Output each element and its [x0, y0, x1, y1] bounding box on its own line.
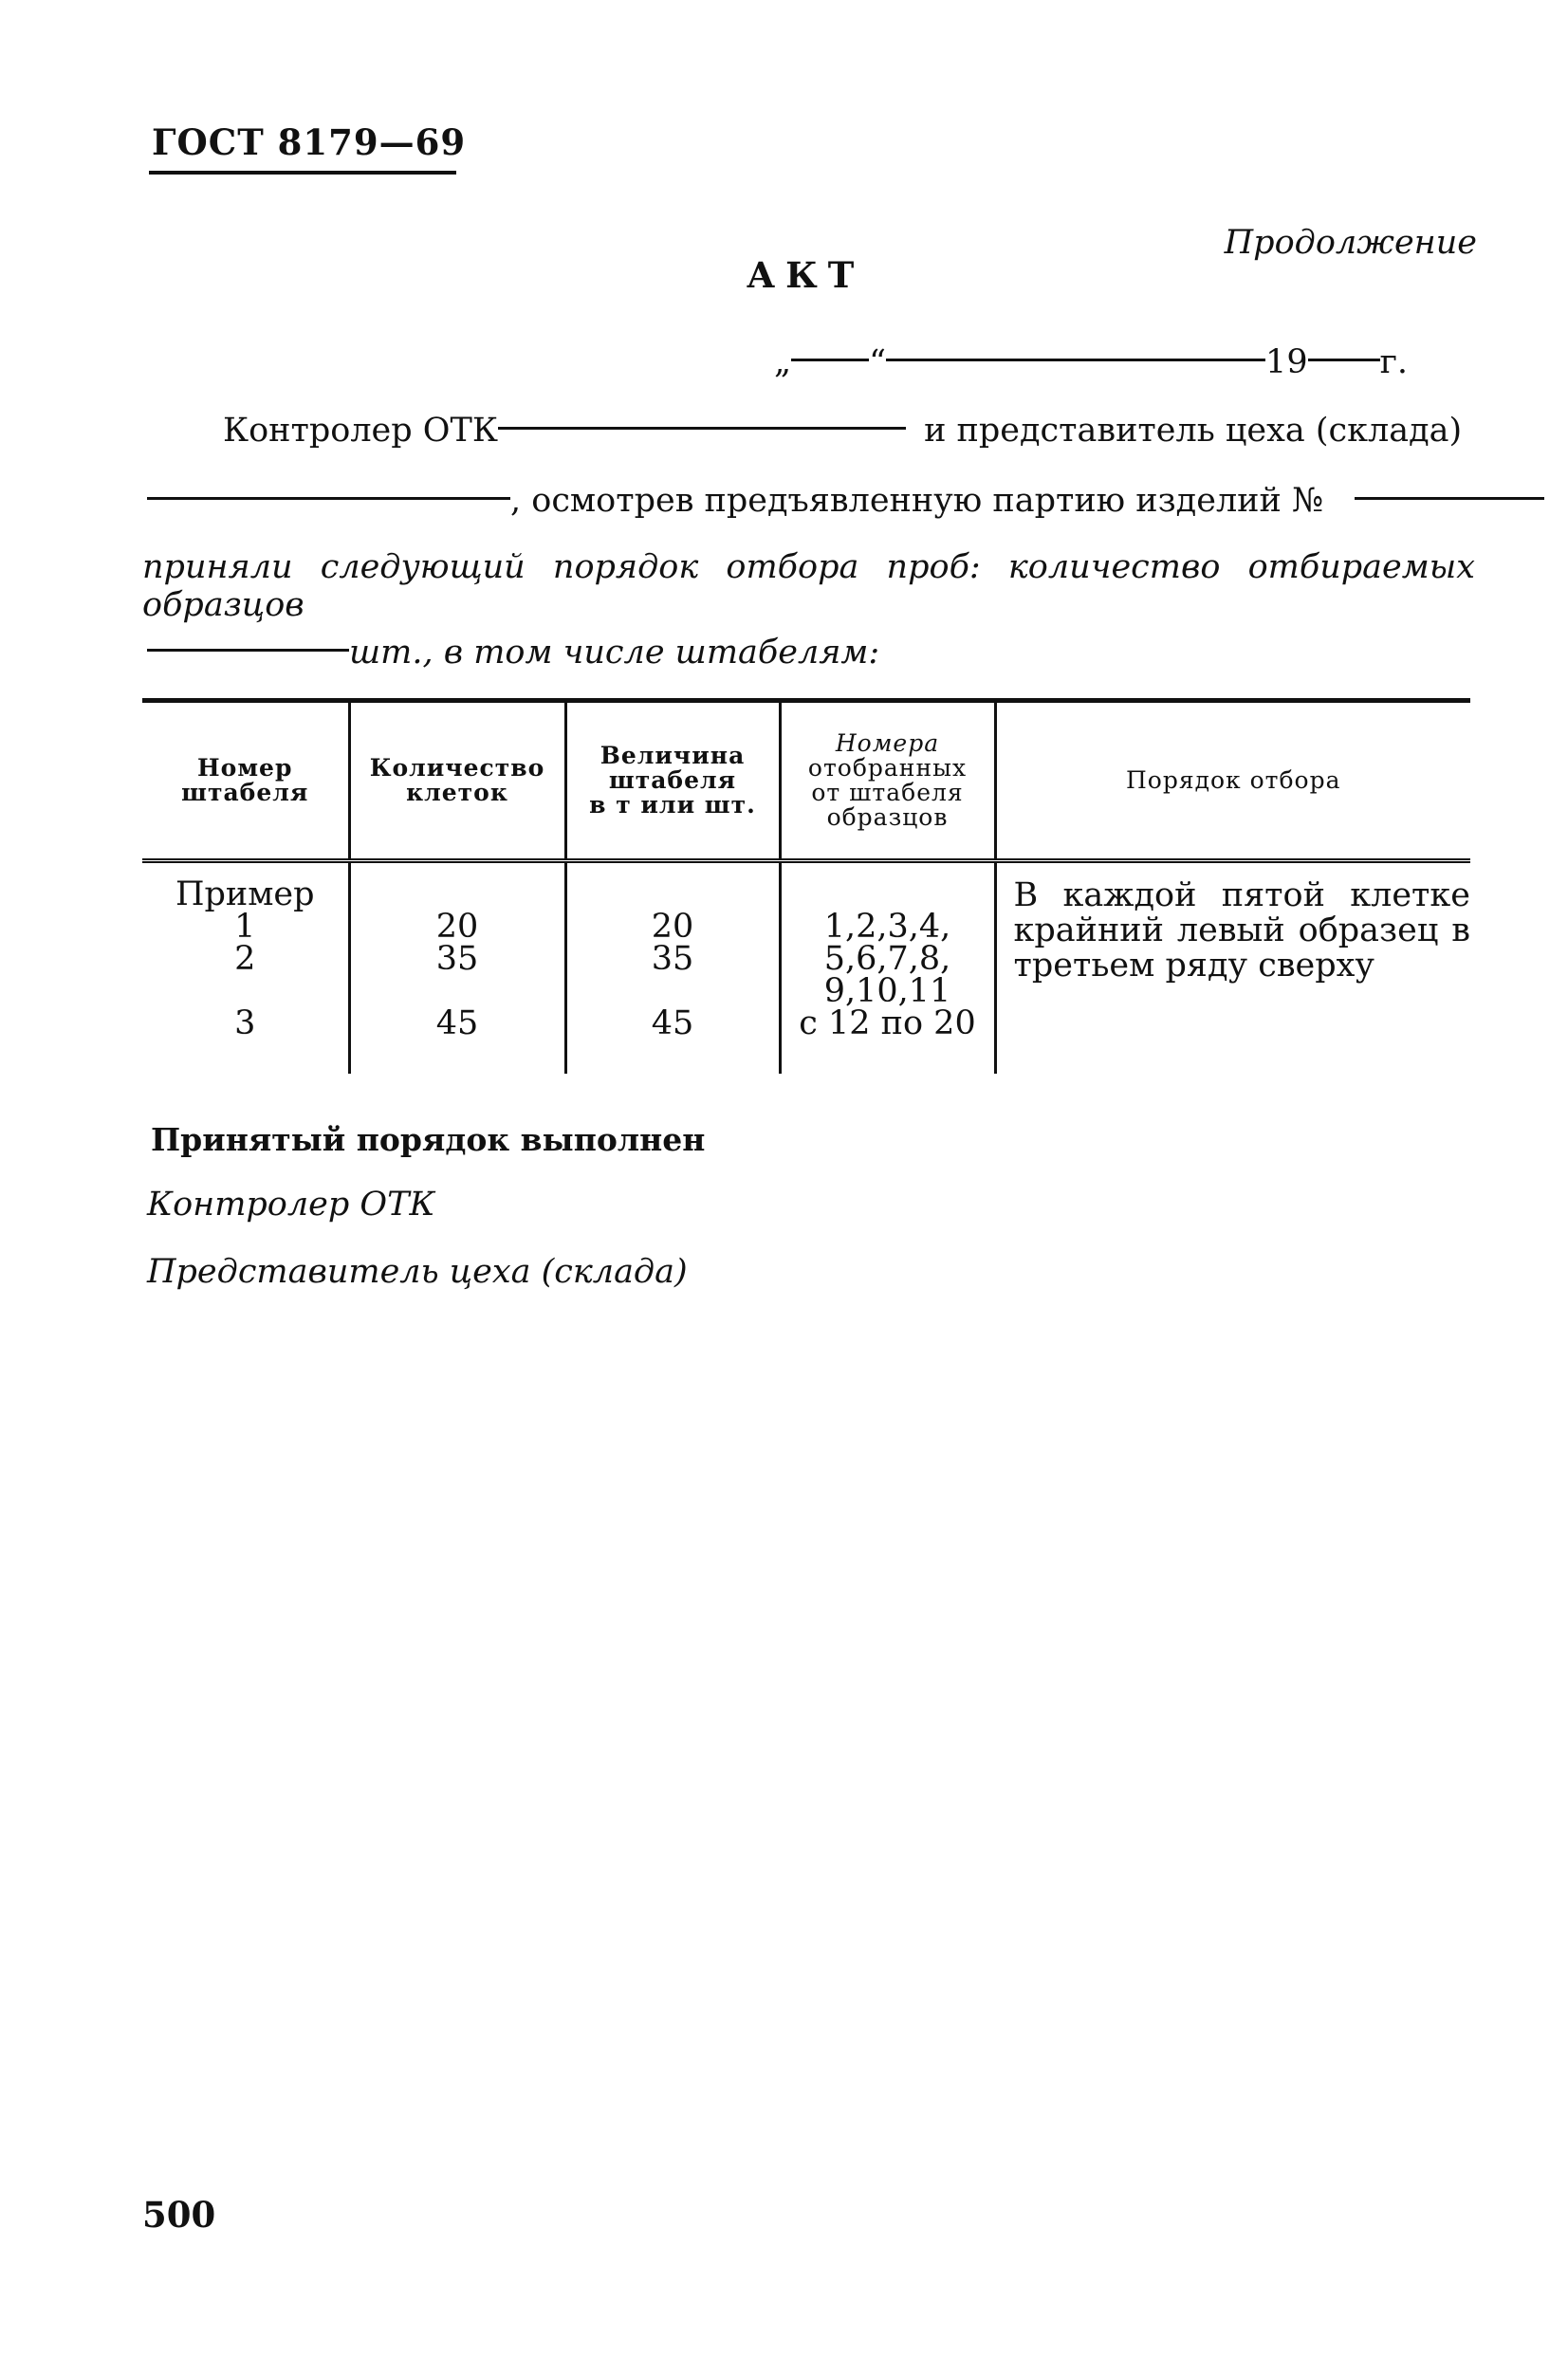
representative-label: и представитель цеха (склада) [924, 412, 1463, 450]
header-stack-number: Номер штабеля [142, 701, 349, 861]
act-title: АКТ [747, 254, 865, 296]
inspector-label: Контролер ОТК [223, 412, 498, 450]
year-suffix: г. [1379, 343, 1409, 381]
table-header-row [142, 701, 1470, 861]
date-open-quote: „ [774, 343, 792, 381]
representative-signature-label: Представитель цеха (склада) [147, 1253, 688, 1291]
batch-number-blank [1355, 497, 1544, 500]
header-cell-count: Количество клеток [349, 701, 565, 861]
header-sampling-order: Порядок отбора [1125, 766, 1341, 794]
header-sample-numbers: Номера отобранных от штабеля образцов [780, 701, 995, 861]
inspected-text: , осмотрев предъявленную партию изделий № [510, 482, 1324, 520]
stack-size-cell: 20 35 45 [565, 861, 780, 1075]
inspector-line [223, 412, 1462, 450]
standard-number: ГОСТ 8179—69 [152, 121, 467, 163]
stack-number-cell: Пример 1 2 3 [142, 861, 349, 1075]
representative-name-blank [147, 497, 510, 500]
count-line [147, 634, 879, 672]
year-prefix: 19 [1265, 343, 1308, 381]
inspected-line [147, 482, 1544, 520]
procedure-line: приняли следующий порядок отбора проб: количество отбираемых образцов [142, 548, 1475, 624]
count-text: шт., в том числе штабелям: [349, 634, 880, 672]
month-blank [886, 359, 1265, 361]
inspector-signature-label: Контролер ОТК [147, 1186, 435, 1224]
cell-count-cell: 20 35 45 [349, 861, 565, 1075]
continuation-label: Продолжение [1224, 224, 1477, 262]
page-number: 500 [142, 2194, 216, 2236]
sampling-order-cell: В каждой пятой клетке крайний левый образец в третьем ряду сверху [1013, 876, 1470, 985]
year-blank [1308, 359, 1380, 361]
table-row [142, 861, 1470, 1075]
sample-count-blank [147, 649, 349, 652]
header-underline [149, 171, 456, 175]
example-label: Пример [175, 875, 315, 913]
sampling-table [142, 698, 1470, 1074]
date-close-quote: “ [869, 343, 887, 381]
header-stack-size: Величина штабеля в т или шт. [565, 701, 780, 861]
inspector-name-blank [498, 427, 906, 430]
accepted-note: Принятый порядок выполнен [151, 1121, 706, 1158]
day-blank [791, 359, 869, 361]
sample-numbers-cell: 1,2,3,4, 5,6,7,8, 9,10,11 с 12 по 20 [780, 861, 995, 1075]
date-line [774, 343, 1408, 381]
